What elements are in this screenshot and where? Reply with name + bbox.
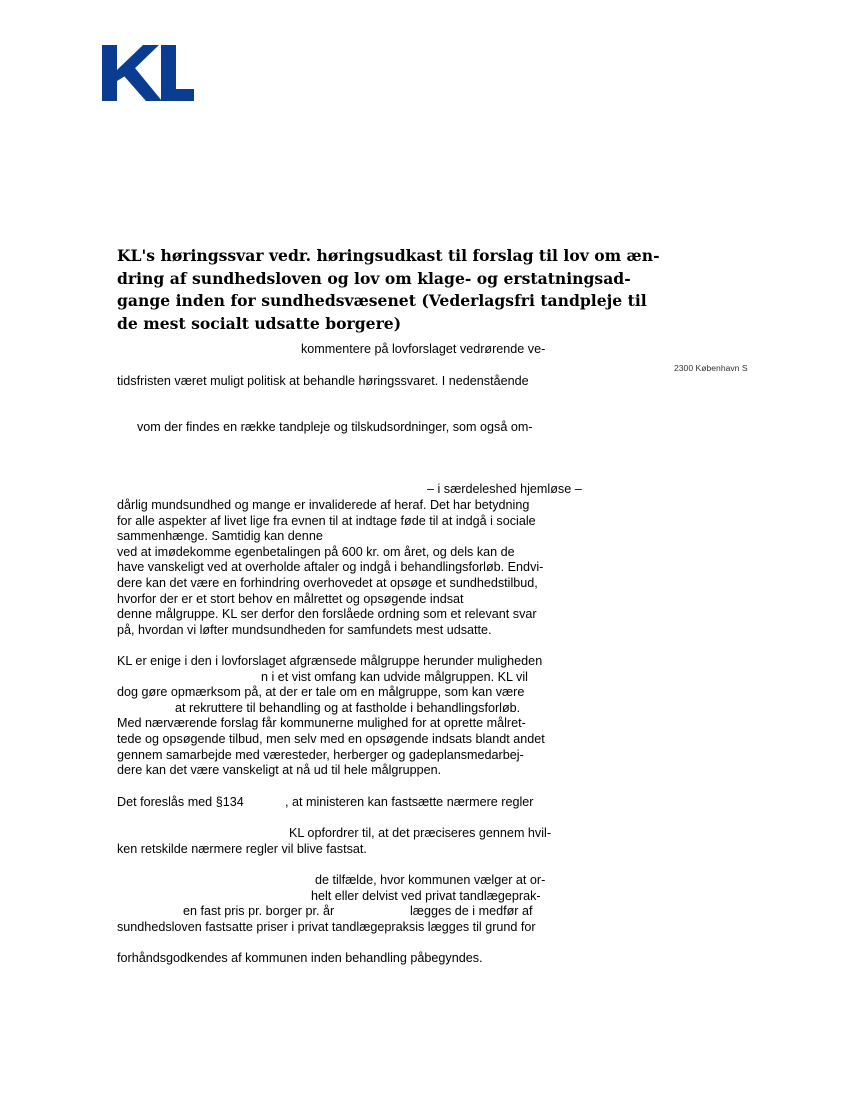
body-text-line: at rekruttere til behandling og at fastholde i behandlingsforløb. — [175, 701, 521, 715]
heading-line: de mest socialt udsatte borgere) — [117, 314, 402, 334]
body-text-line: have vanskeligt ved at overholde aftaler og indgå i behandlingsforløb. Endvi- — [117, 560, 544, 574]
body-text-line: Med nærværende forslag får kommunerne mulighed for at oprette målret- — [117, 716, 526, 730]
body-text-line: en fast pris pr. borger pr. år — [183, 904, 335, 918]
heading-line: KL's høringssvar vedr. høringsudkast til forslag til lov om æn- — [117, 246, 660, 265]
body-text-line: sundhedsloven fastsatte priser i privat tandlægepraksis lægges til grund for — [117, 920, 536, 934]
body-text-line: for alle aspekter af livet lige fra evnen til at indtage føde til at indgå i sociale — [117, 514, 536, 528]
body-text-line: , at ministeren kan fastsætte nærmere regler — [285, 795, 534, 809]
body-text-line: Det foreslås med §134 — [117, 795, 244, 809]
body-text-line: de tilfælde, hvor kommunen vælger at or- — [315, 873, 546, 887]
body-text-line: forhåndsgodkendes af kommunen inden behandling påbegyndes. — [117, 951, 483, 965]
body-text-line: dog gøre opmærksom på, at der er tale om en målgruppe, som kan være — [117, 685, 525, 699]
body-text-line: dårlig mundsundhed og mange er invaliderede af heraf. Det har betydning — [117, 498, 530, 512]
body-text-line: n i et vist omfang kan udvide målgruppen. KL vil — [261, 670, 528, 684]
body-text-line: KL opfordrer til, at det præciseres gennem hvil- — [289, 826, 552, 840]
sender-address: 2300 København S — [674, 363, 748, 373]
body-text-line: sammenhænge. Samtidig kan denne — [117, 529, 323, 543]
kl-logo — [102, 45, 194, 101]
body-text-line: vom der findes en række tandpleje og tilskudsordninger, som også om- — [137, 420, 533, 434]
body-text-line: lægges de i medfør af — [410, 904, 533, 918]
heading-line: dring af sundhedsloven og lov om klage- og erstatningsad- — [117, 268, 631, 288]
body-text-line: på, hvordan vi løfter mundsundheden for samfundets mest udsatte. — [117, 623, 492, 637]
document-heading — [117, 245, 660, 336]
body-text-line: – i særdeleshed hjemløse – — [427, 482, 582, 496]
heading-line: gange inden for sundhedsvæsenet (Vederlagsfri tandpleje til — [117, 291, 647, 311]
body-text-line: KL er enige i den i lovforslaget afgrænsede målgruppe herunder muligheden — [117, 654, 543, 668]
body-text-line: denne målgruppe. KL ser derfor den forslåede ordning som et relevant svar — [117, 607, 537, 621]
body-text-line: dere kan det være vanskeligt at nå ud til hele målgruppen. — [117, 763, 442, 777]
body-text-line: tede og opsøgende tilbud, men selv med en opsøgende indsats blandt andet — [117, 732, 545, 746]
body-text-line: helt eller delvist ved privat tandlægeprak- — [311, 889, 541, 903]
body-text-line: hvorfor der er et stort behov en målrettet og opsøgende indsat — [117, 592, 464, 606]
body-text-line: ved at imødekomme egenbetalingen på 600 kr. om året, og dels kan de — [117, 545, 515, 559]
body-text-line: tidsfristen været muligt politisk at behandle høringssvaret. I nedenstående — [117, 374, 529, 388]
body-text-line: gennem samarbejde med væresteder, herberger og gadeplansmedarbej- — [117, 748, 524, 762]
body-text-line: dere kan det være en forhindring overhovedet at opsøge et sundhedstilbud, — [117, 576, 538, 590]
body-text-line: kommentere på lovforslaget vedrørende ve- — [301, 342, 546, 356]
body-text-line: ken retskilde nærmere regler vil blive fastsat. — [117, 842, 367, 856]
